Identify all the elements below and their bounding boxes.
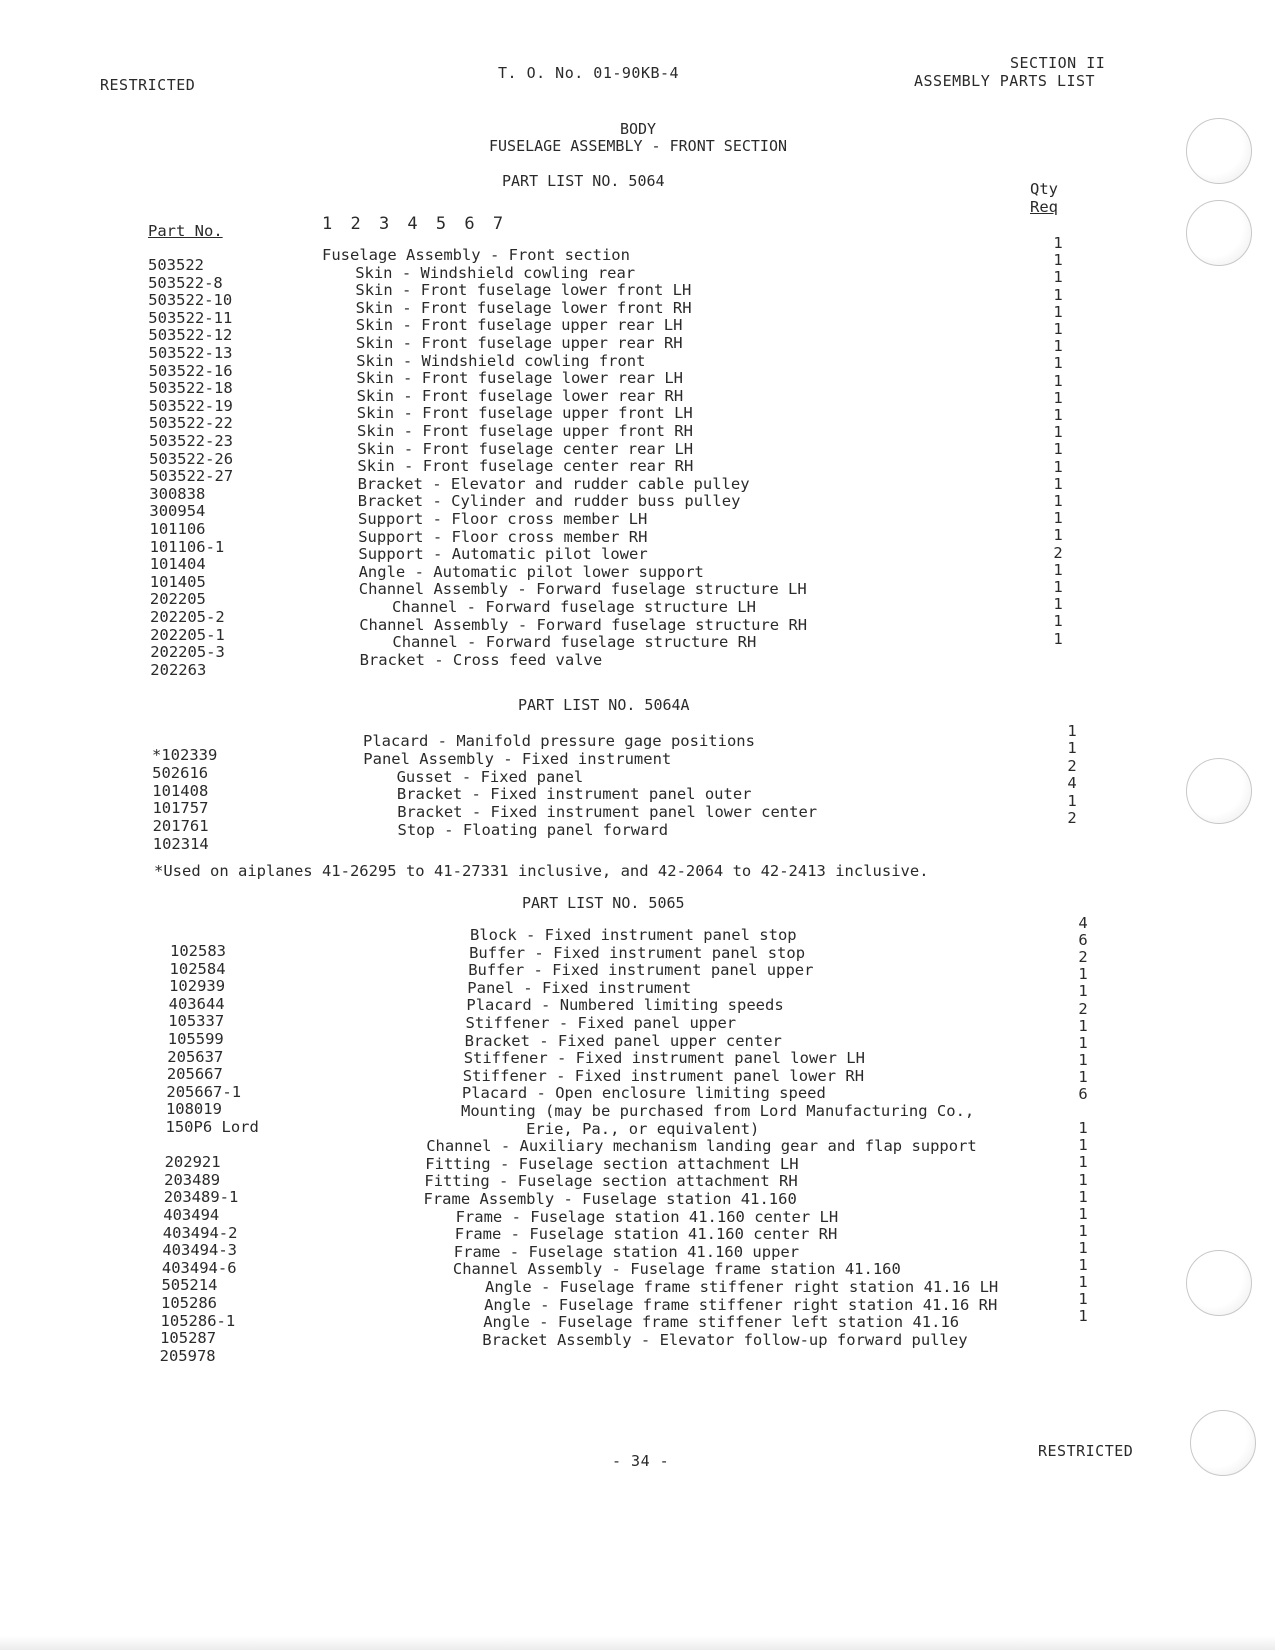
part-description: Channel Assembly - Fuselage frame station 41.160 [452,1260,901,1279]
quantity-required: 1 [1067,791,1077,810]
part-number: 503522-10 [148,291,233,310]
part-number: 505214 [161,1276,218,1295]
quantity-required: 1 [1053,595,1063,614]
part-description: Fitting - Fuselage section attachment RH [424,1172,798,1191]
part-description: Skin - Front fuselage lower rear LH [356,369,684,388]
quantity-required: 1 [1078,1067,1088,1086]
quantity-required: 1 [1078,1170,1088,1189]
part-number: 202921 [164,1153,221,1172]
part-description: Bracket - Elevator and rudder cable pulley [357,474,750,493]
part-description: Fitting - Fuselage section attachment LH [425,1154,799,1173]
quantity-required: 1 [1078,1187,1088,1206]
quantity-required: 1 [1078,1050,1088,1069]
restricted-marking-top: RESTRICTED [100,76,196,94]
part-number: 403644 [168,994,225,1013]
part-description: Frame - Fuselage station 41.160 upper [453,1242,800,1261]
quantity-required: 1 [1078,1256,1088,1274]
quantity-required: 1 [1078,1119,1088,1138]
quantity-required: 1 [1053,388,1063,407]
binder-hole [1186,200,1252,266]
part-number: *102339 [152,746,218,764]
part-number: 101106-1 [149,537,225,556]
quantity-required: 1 [1053,268,1063,287]
quantity-required: 1 [1053,560,1063,579]
part-description: Support - Floor cross member RH [358,527,648,546]
part-description: Frame - Fuselage station 41.160 center RH [454,1225,838,1244]
part-description: Panel Assembly - Fixed instrument [363,749,672,768]
part-description: Placard - Manifold pressure gage positions [363,732,755,750]
part-description: Skin - Front fuselage lower front RH [355,298,692,317]
part-number: 403494-2 [162,1223,238,1242]
part-number: 105287 [160,1329,217,1348]
part-description: Channel Assembly - Forward fuselage structure RH [359,615,808,634]
part-number: 202205-1 [150,625,225,644]
quantity-required: 1 [1053,509,1063,528]
part-description: Bracket - Fixed panel upper center [464,1031,782,1050]
part-number: 202205-2 [150,608,225,626]
part-number-column-header: Part No. [148,222,223,240]
restricted-marking-bottom: RESTRICTED [1038,1442,1134,1460]
quantity-required: 1 [1053,251,1063,270]
part-description: Support - Automatic pilot lower [358,545,648,564]
quantity-required: 1 [1053,302,1063,321]
part-number: 202205-3 [150,643,225,662]
part-number: 503522-12 [148,326,233,345]
part-number: 502616 [152,763,209,782]
page-edge-shadow [0,1636,1275,1650]
quantity-required: 1 [1053,423,1063,442]
part-description: Skin - Front fuselage center rear RH [357,457,694,476]
part-number: 108019 [165,1100,222,1119]
quantity-required: 1 [1078,1273,1088,1292]
part-description: Buffer - Fixed instrument panel upper [468,961,814,980]
quantity-required: 1 [1053,492,1063,510]
part-description: Bracket - Cylinder and rudder buss pulley [357,492,741,511]
part-number: 101408 [152,781,209,800]
part-number: 403494-3 [162,1241,237,1260]
part-description: Frame Assembly - Fuselage station 41.160 [423,1190,797,1208]
part-list-heading-5065: PART LIST NO. 5065 [522,894,685,912]
part-description: Gusset - Fixed panel [396,767,584,786]
part-number: 105286-1 [160,1311,236,1330]
part-number: 102314 [152,835,209,853]
quantity-required: 4 [1078,914,1088,932]
footnote: *Used on aiplanes 41-26295 to 41-27331 inclusive, and 42-2064 to 42-2413 inclusive. [154,862,929,880]
part-number: 205637 [167,1047,224,1066]
part-description: Angle - Automatic pilot lower support [358,562,704,581]
quantity-required: 1 [1053,440,1063,459]
part-description: Frame - Fuselage station 41.160 center LH [455,1207,839,1226]
part-description: Block - Fixed instrument panel stop [470,926,797,944]
technical-order-number: T. O. No. 01-90KB-4 [498,64,680,82]
part-description: Skin - Front fuselage lower rear RH [356,386,684,405]
part-number: 205978 [159,1346,216,1365]
part-number: 101757 [152,799,209,818]
part-description: Bracket - Fixed instrument panel lower center [397,803,818,822]
part-description: Bracket - Cross feed valve [359,650,603,669]
quantity-required: 6 [1078,1085,1088,1103]
part-number: 503522-23 [149,432,233,450]
part-number: 202205 [149,590,206,609]
quantity-required: 2 [1053,543,1063,562]
part-number: 203489 [164,1170,221,1189]
document-title-line2: FUSELAGE ASSEMBLY - FRONT SECTION [488,137,787,155]
part-description: Skin - Front fuselage upper rear LH [355,316,683,335]
part-number: 503522-8 [148,273,223,292]
quantity-required: 2 [1078,999,1088,1018]
part-number: 503522-27 [149,467,234,486]
part-description: Channel - Forward fuselage structure RH [392,633,757,652]
binder-hole [1190,1410,1256,1476]
qty-column-header: Qty [1030,180,1058,198]
part-number: 105337 [168,1012,225,1031]
part-description: Channel - Auxiliary mechanism landing gear and flap support [426,1137,977,1156]
part-description: Panel - Fixed instrument [467,978,692,997]
part-description: Skin - Front fuselage center rear LH [357,439,694,458]
quantity-required: 1 [1053,234,1063,252]
page-number: - 34 - [612,1452,670,1470]
quantity-required: 1 [1078,982,1088,1001]
part-number: 101405 [149,572,206,591]
part-description: Channel - Forward fuselage structure LH [392,598,756,616]
quantity-required: 2 [1067,756,1077,775]
part-description: Placard - Numbered limiting speeds [466,996,784,1015]
part-number: 102583 [170,942,226,960]
part-number: 503522-11 [148,308,233,327]
quantity-required: 1 [1053,337,1063,356]
part-description: Buffer - Fixed instrument panel stop [469,943,806,962]
indent-scale-header: 1 2 3 4 5 6 7 [322,214,508,234]
part-number: 403494-6 [161,1258,237,1277]
part-number: 150P6 Lord [165,1118,259,1136]
part-number: 503522 [148,256,204,274]
quantity-required: 1 [1078,1136,1088,1155]
part-number: 503522-22 [148,414,233,433]
quantity-required: 1 [1078,1016,1088,1035]
quantity-required: 1 [1053,354,1063,373]
quantity-required: 1 [1078,1033,1088,1052]
part-number: 102584 [169,959,226,978]
part-description: Skin - Front fuselage upper rear RH [356,334,683,352]
part-number: 105286 [161,1294,217,1312]
quantity-required: 1 [1053,612,1063,631]
part-description: Support - Floor cross member LH [358,510,648,528]
quantity-required: 2 [1067,809,1077,827]
quantity-required: 1 [1053,320,1063,338]
part-number: 300838 [149,484,206,503]
quantity-required: 1 [1053,526,1063,545]
part-description: Angle - Fuselage frame stiffener right station 41.16 RH [484,1295,998,1314]
part-description: Stiffener - Fixed panel upper [465,1014,737,1032]
quantity-required: 1 [1078,1204,1088,1223]
quantity-required: 4 [1067,774,1077,793]
part-description: Mounting (may be purchased from Lord Manufacturing Co., [461,1102,975,1120]
part-number: 205667-1 [166,1082,242,1101]
part-description: Placard - Open enclosure limiting speed [461,1084,826,1103]
section-title: ASSEMBLY PARTS LIST [914,72,1096,90]
part-description: Skin - Front fuselage lower front LH [355,281,692,300]
part-description: Stiffener - Fixed instrument panel lower LH [463,1049,865,1068]
req-column-header: Req [1030,198,1058,216]
part-description: Bracket Assembly - Elevator follow-up forward pulley [482,1330,968,1349]
quantity-required: 1 [1078,1153,1088,1172]
part-description: Fuselage Assembly - Front section [322,246,630,264]
part-number: 201761 [152,817,209,836]
part-number: 503522-16 [148,361,233,380]
part-description: Skin - Windshield cowling front [356,351,646,370]
part-description: Angle - Fuselage frame stiffener right station 41.16 LH [485,1278,999,1296]
quantity-required: 1 [1078,1290,1088,1309]
quantity-required: 2 [1078,948,1088,967]
part-number: 203489-1 [163,1188,239,1207]
quantity-required: 1 [1067,722,1077,740]
part-description: Stiffener - Fixed instrument panel lower RH [462,1066,865,1085]
part-description: Channel Assembly - Forward fuselage structure LH [358,580,807,599]
binder-hole [1186,758,1252,824]
quantity-required: 1 [1053,285,1063,304]
part-number: 102939 [169,977,226,996]
part-number: 105599 [167,1030,224,1048]
part-description: Bracket - Fixed instrument panel outer [396,785,752,804]
document-title-line1: BODY [619,120,657,138]
part-number: 101404 [149,555,206,574]
part-number: 202263 [150,660,207,679]
part-number: 300954 [149,502,206,521]
part-description: Skin - Windshield cowling rear [355,263,636,282]
quantity-required: 1 [1053,629,1063,648]
binder-hole [1186,1250,1252,1316]
part-description: Erie, Pa., or equivalent) [526,1119,760,1138]
part-description: Angle - Fuselage frame stiffener left station 41.16 [483,1313,960,1332]
part-number: 503522-13 [148,344,233,362]
binder-hole [1186,118,1252,184]
part-number: 403494 [163,1206,220,1224]
part-number: 101106 [149,520,206,538]
quantity-required: 1 [1053,457,1063,476]
quantity-required: 1 [1078,965,1088,984]
quantity-required: 1 [1078,1238,1088,1257]
quantity-required: 1 [1078,1221,1088,1240]
quantity-required: 1 [1053,371,1063,390]
part-number: 503522-19 [148,396,233,415]
quantity-required: 6 [1078,931,1088,950]
part-number: 503522-26 [149,449,234,468]
part-description: Skin - Front fuselage upper front LH [356,404,693,423]
quantity-required: 1 [1053,578,1063,596]
part-list-heading-5064: PART LIST NO. 5064 [502,172,665,190]
part-description: Stop - Floating panel forward [397,821,669,839]
part-description: Skin - Front fuselage upper front RH [357,422,693,440]
quantity-required: 1 [1067,739,1077,758]
part-list-heading-5064a: PART LIST NO. 5064A [518,696,690,714]
part-number: 205667 [166,1065,223,1084]
quantity-required: 1 [1053,406,1063,424]
section-number: SECTION II [1010,54,1106,72]
quantity-required: 1 [1078,1307,1088,1326]
quantity-required: 1 [1053,474,1063,493]
part-number: 503522-18 [148,379,233,398]
